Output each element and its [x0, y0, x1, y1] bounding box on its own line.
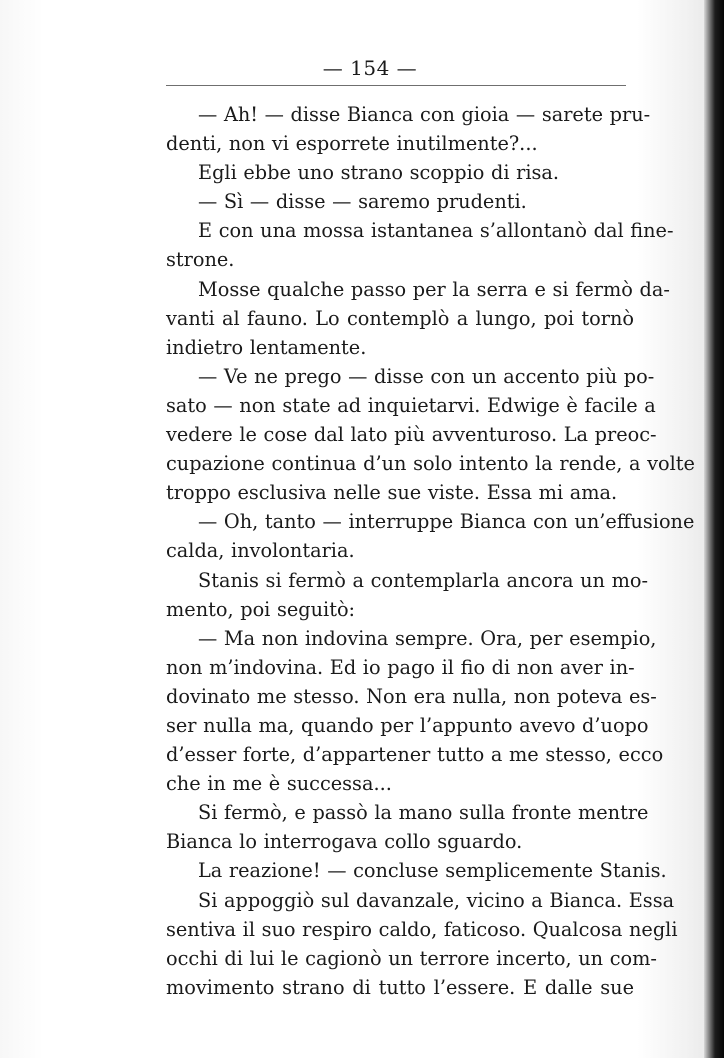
text-line: Bianca lo interrogava collo sguardo.: [166, 830, 523, 854]
text-line: movimento strano di tutto l’essere. E dalle sue: [166, 975, 634, 999]
binding-edge: [704, 0, 724, 1058]
text-line: indietro lentamente.: [166, 335, 367, 359]
text-line: cupazione continua d’un solo intento la rende, a volte: [166, 452, 695, 476]
text-line: troppo esclusiva nelle sue viste. Essa mi ama.: [166, 481, 618, 505]
text-line: Si fermò, e passò la mano sulla fronte mentre: [198, 801, 649, 825]
text-line: calda, involontaria.: [166, 539, 355, 563]
text-line: — Ah! — disse Bianca con gioia — sarete pru-: [198, 103, 651, 126]
text-line: La reazione! — concluse semplicemente Stanis.: [198, 859, 667, 883]
header-rule: [166, 85, 626, 86]
text-line: vanti al fauno. Lo contemplò a lungo, poi tornò: [166, 306, 634, 330]
text-line: occhi di lui le cagionò un terrore incerto, un com-: [166, 946, 657, 970]
text-line: sentiva il suo respiro caldo, faticoso. Qualcosa negli: [166, 917, 678, 941]
text-line: Mosse qualche passo per la serra e si fermò da-: [198, 277, 670, 301]
text-line: — Ma non indovina sempre. Ora, per esempio,: [198, 626, 657, 650]
text-line: — Sì — disse — saremo prudenti.: [198, 190, 527, 214]
text-line: — Oh, tanto — interruppe Bianca con un’effusione: [198, 510, 695, 534]
text-line: sato — non state ad inquietarvi. Edwige è facile a: [166, 393, 656, 417]
text-line: dovinato me stesso. Non era nulla, non poteva es-: [166, 684, 657, 708]
page-number: — 154 —: [322, 56, 418, 80]
text-line: vedere le cose dal lato più avventuroso. La preoc-: [166, 423, 657, 447]
text-line: denti, non vi esporrete inutilmente?...: [166, 132, 538, 156]
text-line: Stanis si fermò a contemplarla ancora un mo-: [198, 568, 648, 592]
text-line: d’esser forte, d’appartener tutto a me stesso, ecco: [166, 743, 664, 767]
text-line: ser nulla ma, quando per l’appunto avevo d’uopo: [166, 713, 649, 737]
body-text: [166, 100, 695, 1002]
text-line: mento, poi seguitò:: [166, 597, 356, 621]
text-line: E con una mossa istantanea s’allontanò dal fine-: [198, 219, 674, 243]
text-line: non m’indovina. Ed io pago il fio di non aver in-: [166, 655, 635, 679]
text-line: strone.: [166, 248, 235, 272]
text-line: Si appoggiò sul davanzale, vicino a Bianca. Essa: [198, 888, 675, 912]
text-line: — Ve ne prego — disse con un accento più po-: [198, 364, 655, 388]
text-line: che in me è successa...: [166, 772, 392, 796]
text-line: Egli ebbe uno strano scoppio di risa.: [198, 161, 560, 185]
